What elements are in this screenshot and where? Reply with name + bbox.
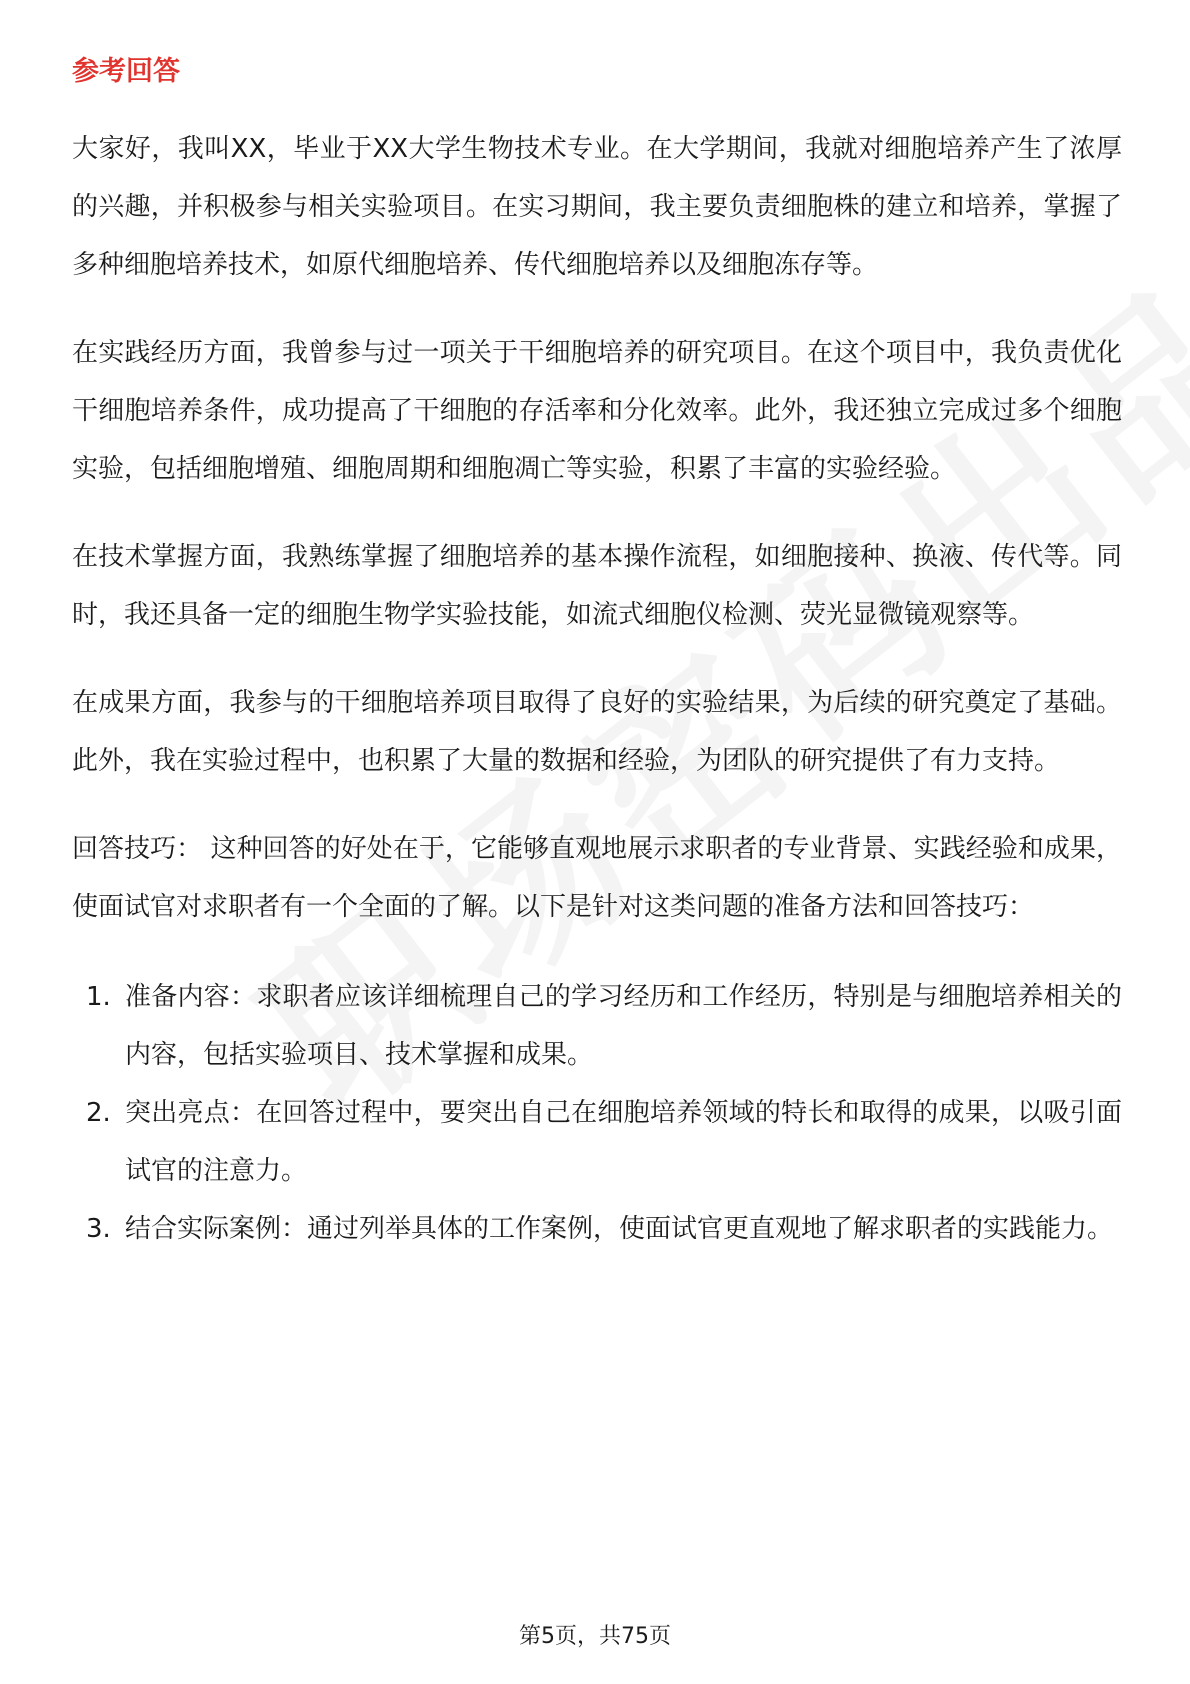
list-item-text: 突出亮点：在回答过程中，要突出自己在细胞培养领域的特长和取得的成果，以吸引面试官的注意力。 [125, 1098, 1122, 1186]
list-item [72, 1084, 1122, 1200]
paragraph-skills: 在技术掌握方面，我熟练掌握了细胞培养的基本操作流程，如细胞接种、换液、传代等。同时，我还具备一定的细胞生物学实验技能，如流式细胞仪检测、荧光显微镜观察等。 [72, 542, 1122, 630]
paragraph-results: 在成果方面，我参与的干细胞培养项目取得了良好的实验结果，为后续的研究奠定了基础。此外，我在实验过程中，也积累了大量的数据和经验，为团队的研究提供了有力支持。 [72, 688, 1122, 776]
list-number: 1. [86, 982, 111, 1012]
page-number-footer: 第5页，共75页 [519, 1624, 671, 1649]
section-title: 参考回答 [72, 56, 180, 87]
list-number: 2. [86, 1098, 111, 1128]
list-item [72, 1200, 1122, 1258]
answer-tips: 回答技巧： 这种回答的好处在于，它能够直观地展示求职者的专业背景、实践经验和成果，使面试官对求职者有一个全面的了解。以下是针对这类问题的准备方法和回答技巧： [72, 834, 1122, 922]
list-number: 3. [86, 1214, 111, 1244]
paragraph-practice: 在实践经历方面，我曾参与过一项关于干细胞培养的研究项目。在这个项目中，我负责优化干细胞培养条件，成功提高了干细胞的存活率和分化效率。此外，我还独立完成过多个细胞实验，包括细胞增殖、细胞周期和细胞凋亡等实验，积累了丰富的实验经验。 [72, 338, 1122, 484]
list-item-text: 准备内容：求职者应该详细梳理自己的学习经历和工作经历，特别是与细胞培养相关的内容，包括实验项目、技术掌握和成果。 [125, 982, 1122, 1070]
page-content [72, 46, 1122, 1258]
paragraph-intro: 大家好，我叫XX，毕业于XX大学生物技术专业。在大学期间，我就对细胞培养产生了浓厚的兴趣，并积极参与相关实验项目。在实习期间，我主要负责细胞株的建立和培养，掌握了多种细胞培养技术，如原代细胞培养、传代细胞培养以及细胞冻存等。 [72, 134, 1122, 280]
list-item-text: 结合实际案例：通过列举具体的工作案例，使面试官更直观地了解求职者的实践能力。 [125, 1214, 1114, 1244]
tips-list [72, 968, 1122, 1258]
list-item [72, 968, 1122, 1084]
